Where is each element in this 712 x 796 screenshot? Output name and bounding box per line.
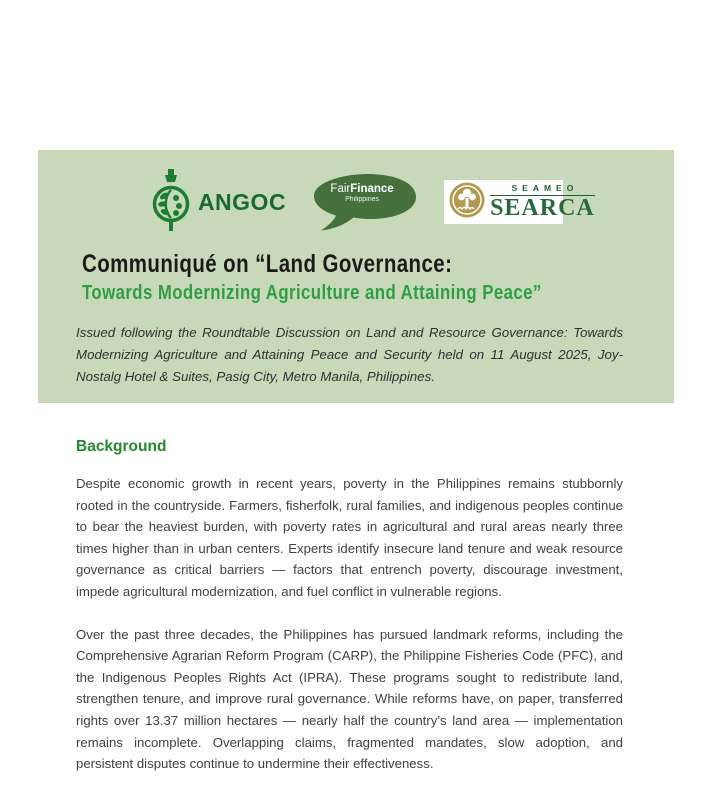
header-band [38, 150, 674, 403]
searca-seameo-label: SEAMEO [490, 183, 595, 195]
angoc-logo-text: ANGOC [197, 188, 287, 215]
communique-subtitle: Towards Modernizing Agriculture and Attaining Peace” [82, 281, 542, 304]
communique-title: Communiqué on “Land Governance: [82, 250, 453, 278]
fairfinance-bubble-icon [312, 218, 418, 235]
document-body [76, 438, 623, 796]
angoc-logo [149, 168, 286, 237]
body-paragraph-2: Over the past three decades, the Philippines has pursued landmark reforms, including the Comprehensive Agrarian Reform Program (CARP), the Philippine Fisheries Code (PFC), and the Indigenous Peoples Rights Act (IPRA). These programs sought to redistribute land, strengthen tenure, and improve rural governance. While reforms have, on paper, transferred rights over 13.37 million hectares — nearly half the country’s land area — implementation remains incomplete. Overlapping claims, fragmented mandates, slow adoption, and persistent disputes continue to undermine their effectiveness. [76, 626, 623, 772]
logos-row [38, 168, 674, 236]
fairfinance-country-label: Philippines [345, 195, 379, 203]
searca-name-label: SEARCA [490, 194, 595, 221]
searca-wordmark [490, 183, 595, 220]
fairfinance-word-fair: Fair [330, 183, 351, 195]
searca-tree-icon [448, 181, 486, 224]
body-paragraph-1: Despite economic growth in recent years, poverty in the Philippines remains stubbornly rooted in the countryside. Farmers, fisherfolk, rural families, and indigenous peoples continue to bear the heaviest burden, with poverty rates in agricultural and rural areas nearly three times higher than in urban centers. Experts identify insecure land tenure and weak resource governance as critical barriers — factors that entrench poverty, discourage investment, impede agricultural modernization, and fuel conflict in vulnerable regions. [76, 476, 623, 599]
angoc-emblem-icon [149, 168, 193, 237]
searca-logo [444, 180, 595, 224]
fairfinance-word-finance: Finance [350, 183, 394, 195]
fairfinance-logo [312, 173, 418, 231]
issued-note: Issued following the Roundtable Discussion on Land and Resource Governance: Towards Modernizing Agriculture and Attaining Peace and Security held on 11 August 2025, Joy-Nostalg Hotel & Suites, Pasig City, Metro Manila, Philippines. [76, 325, 623, 384]
fairfinance-logo-text [312, 183, 412, 203]
section-heading-background: Background [76, 438, 167, 455]
fairfinance-wordmark [312, 183, 412, 196]
